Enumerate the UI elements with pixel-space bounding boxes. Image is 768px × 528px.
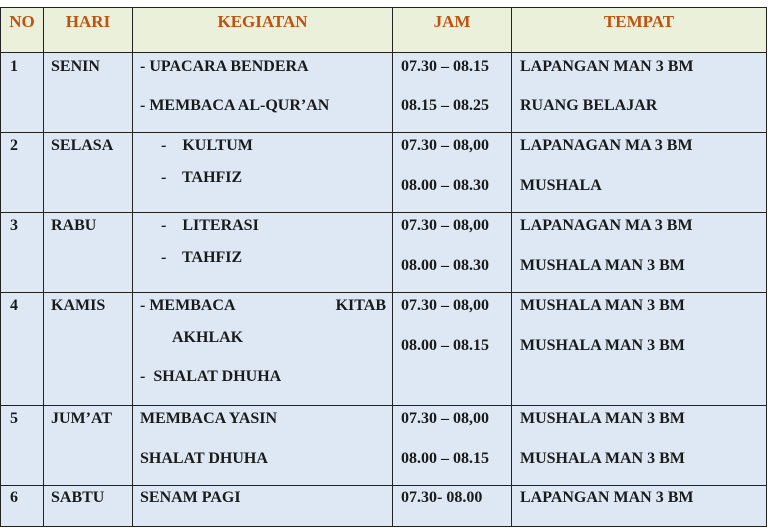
day-label: SELASA [51,137,114,154]
place-text: MUSHALA [520,177,602,194]
cell-kegiatan [133,133,393,213]
place-text: MUSHALA MAN 3 BM [520,410,685,427]
place-text: MUSHALA MAN 3 BM [520,450,685,467]
day-label: SENIN [51,58,100,75]
row-number: 3 [10,217,18,234]
cell-tempat [512,213,767,293]
place-text: RUANG BELAJAR [520,97,658,114]
time-text: 08.15 – 08.25 [401,97,489,114]
cell-jam [393,486,512,527]
schedule-table [0,7,767,527]
place-text: MUSHALA MAN 3 BM [520,337,685,354]
cell-jam [393,213,512,293]
row-number: 5 [10,410,18,427]
header-kegiatan: KEGIATAN [133,8,393,53]
day-label: SABTU [51,489,105,506]
time-text: 08.00 – 08.15 [401,450,489,467]
table-row [1,293,767,406]
row-number: 6 [10,489,18,506]
cell-jam [393,406,512,486]
activity-text: MEMBACA YASIN [140,410,278,427]
cell-hari [44,486,133,527]
activity-text: KITAB [335,297,386,314]
time-text: 07.30 – 08,00 [401,297,489,314]
cell-no [1,53,44,133]
cell-tempat [512,486,767,527]
time-text: 08.00 – 08.15 [401,337,489,354]
header-jam: JAM [393,8,512,53]
row-number: 2 [10,137,18,154]
table-row [1,53,767,133]
place-text: LAPANGAN MAN 3 BM [520,58,694,75]
place-text: MUSHALA MAN 3 BM [520,257,685,274]
header-row [1,8,767,53]
header-tempat: TEMPAT [512,8,767,53]
cell-tempat [512,53,767,133]
activity-text: - MEMBACA [140,297,236,314]
time-text: 07.30 – 08,00 [401,410,489,427]
table-row [1,133,767,213]
time-text: 07.30 – 08,00 [401,217,489,234]
cell-no [1,293,44,406]
cell-kegiatan [133,486,393,527]
cell-tempat [512,406,767,486]
table-row [1,213,767,293]
cell-kegiatan [133,213,393,293]
activity-text: - KULTUM [161,137,253,154]
time-text: 07.30 – 08,00 [401,137,489,154]
day-label: KAMIS [51,297,106,314]
cell-hari [44,406,133,486]
cell-hari [44,293,133,406]
time-text: 07.30 – 08.15 [401,58,489,75]
cell-jam [393,53,512,133]
day-label: JUM’AT [51,410,113,427]
cell-jam [393,293,512,406]
activity-text: - TAHFIZ [161,249,243,266]
activity-text: SENAM PAGI [140,489,241,506]
cell-kegiatan [133,53,393,133]
activity-text: - MEMBACA AL-QUR’AN [140,97,330,114]
cell-no [1,133,44,213]
header-no: NO [1,8,44,53]
activity-text: - SHALAT DHUHA [140,368,282,385]
cell-no [1,406,44,486]
cell-no [1,213,44,293]
cell-tempat [512,133,767,213]
place-text: LAPANAGAN MA 3 BM [520,217,693,234]
cell-hari [44,133,133,213]
day-label: RABU [51,217,97,234]
row-number: 1 [10,58,18,75]
activity-text: - TAHFIZ [161,169,243,186]
activity-text: - UPACARA BENDERA [140,58,309,75]
table-row [1,406,767,486]
cell-jam [393,133,512,213]
cell-tempat [512,293,767,406]
activity-text: AKHLAK [172,329,244,346]
cell-hari [44,213,133,293]
activity-text: SHALAT DHUHA [140,450,268,467]
place-text: LAPANAGAN MA 3 BM [520,137,693,154]
cell-kegiatan [133,293,393,406]
place-text: LAPANGAN MAN 3 BM [520,489,694,506]
header-hari: HARI [44,8,133,53]
cell-no [1,486,44,527]
time-text: 08.00 – 08.30 [401,257,489,274]
time-text: 07.30- 08.00 [401,489,483,506]
table-row [1,486,767,527]
cell-hari [44,53,133,133]
place-text: MUSHALA MAN 3 BM [520,297,685,314]
time-text: 08.00 – 08.30 [401,177,489,194]
cell-kegiatan [133,406,393,486]
activity-text: - LITERASI [161,217,259,234]
row-number: 4 [10,297,18,314]
